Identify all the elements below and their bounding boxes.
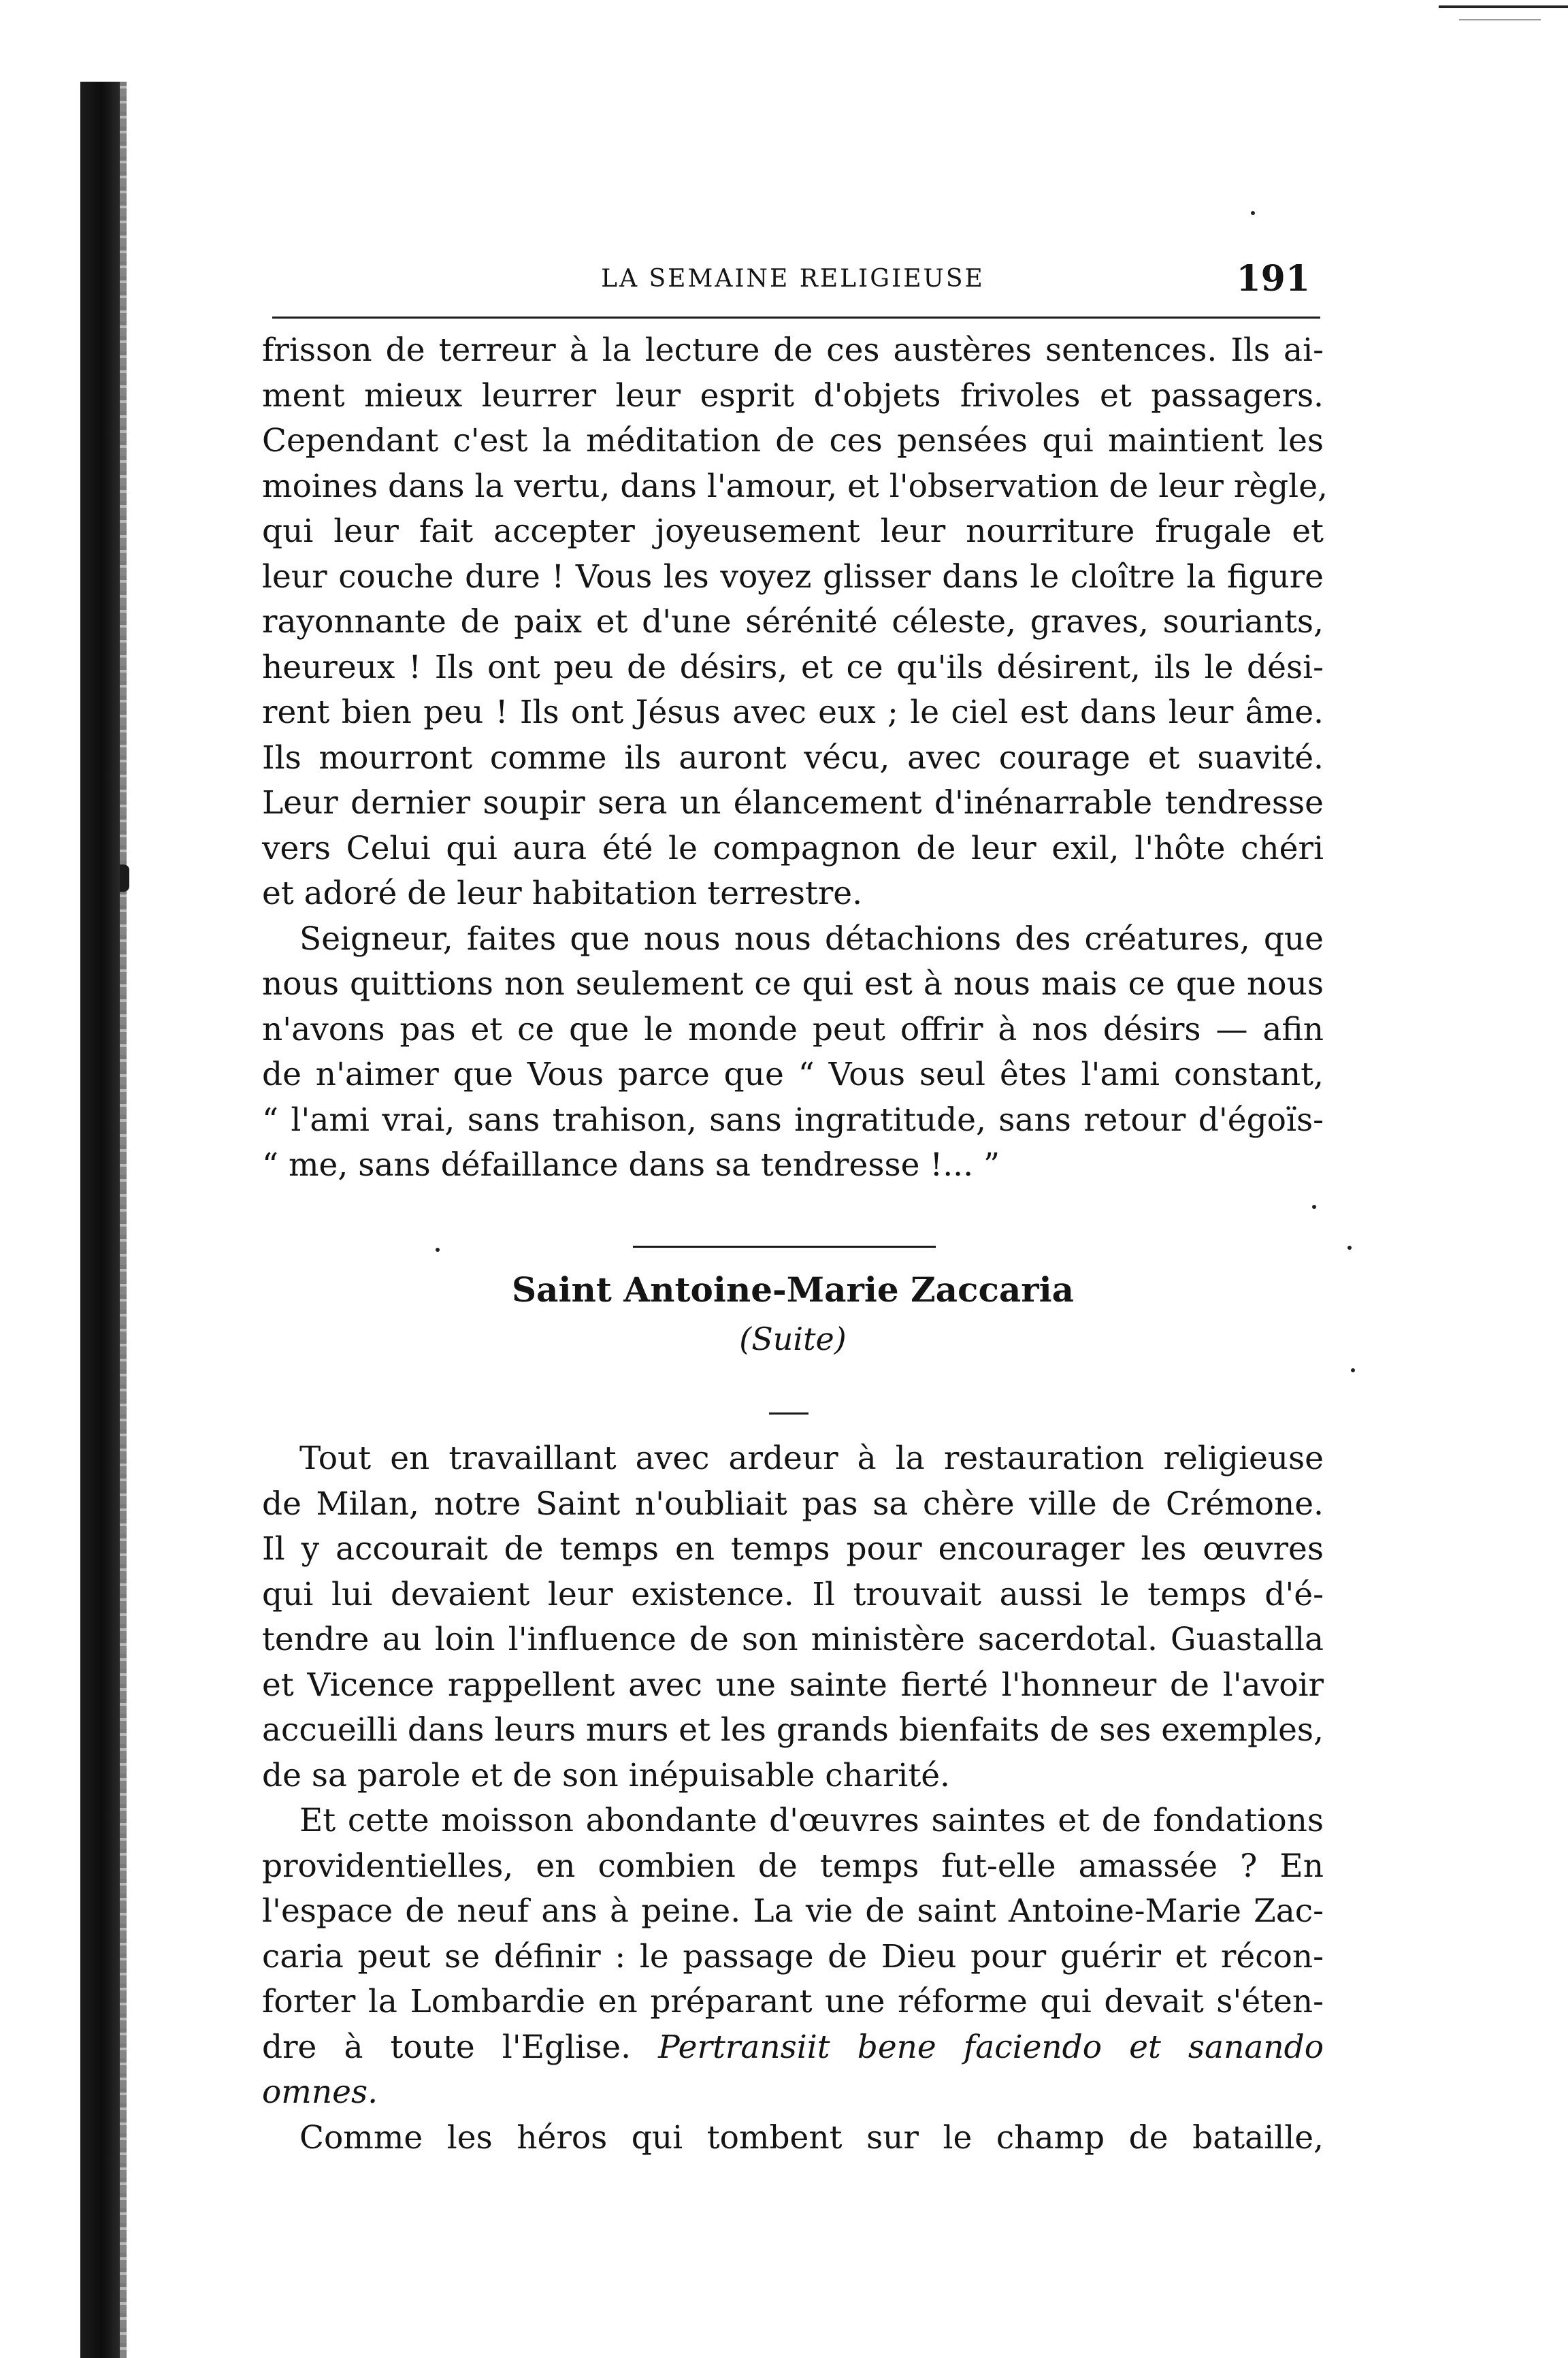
text-line: ment mieux leurrer leur esprit d'objets frivoles et passagers. <box>262 376 1324 415</box>
print-speck <box>1348 1246 1352 1250</box>
page-header <box>262 258 1324 303</box>
text-line: l'espace de neuf ans à peine. La vie de saint Antoine-Marie Zac- <box>262 1892 1324 1930</box>
text-line: n'avons pas et ce que le monde peut offrir à nos désirs — afin <box>262 1010 1324 1048</box>
text-line-with-quote <box>262 2025 1324 2071</box>
text-line: qui lui devaient leur existence. Il trouvait aussi le temps d'é- <box>262 1575 1324 1613</box>
text-line: et adoré de leur habitation terrestre. <box>262 875 863 912</box>
text-line: providentielles, en combien de temps fut-elle amassée ? En <box>262 1847 1324 1885</box>
text-line: rayonnante de paix et d'une sérénité céleste, graves, souriants, <box>262 603 1324 641</box>
text-line: heureux ! Ils ont peu de désirs, et ce qu'ils désirent, ils le dési- <box>262 648 1324 686</box>
text-line: et Vicence rappellent avec une sainte fierté l'honneur de l'avoir <box>262 1666 1324 1704</box>
text-line: “ me, sans défaillance dans sa tendresse !... ” <box>262 1146 1000 1184</box>
text-line: tendre au loin l'influence de son ministère sacerdotal. Guastalla <box>262 1621 1324 1658</box>
print-speck <box>1251 211 1255 215</box>
print-speck <box>436 1248 440 1252</box>
article-body <box>262 1436 1324 2161</box>
binding-notch <box>120 865 129 892</box>
text-line: Il y accourait de temps en temps pour encourager les œuvres <box>262 1530 1324 1568</box>
text-line: nous quittions non seulement ce qui est à nous mais ce que nous <box>262 965 1324 1003</box>
text-line: Leur dernier soupir sera un élancement d'inénarrable tendresse <box>262 784 1324 822</box>
text-line: vers Celui qui aura été le compagnon de leur exil, l'hôte chéri <box>262 829 1324 867</box>
text-line: de n'aimer que Vous parce que “ Vous seul êtes l'ami constant, <box>262 1056 1324 1093</box>
text-line: “ l'ami vrai, sans trahison, sans ingratitude, sans retour d'égoïs- <box>262 1101 1324 1139</box>
text-line <box>262 2070 1324 2116</box>
header-rule <box>272 317 1320 319</box>
running-title: LA SEMAINE RELIGIEUSE <box>601 265 985 293</box>
article-paragraph <box>262 1798 1324 2116</box>
text-line: forter la Lombardie en préparant une réforme qui devait s'éten- <box>262 1983 1324 2020</box>
scan-edge-mark-secondary <box>1459 19 1541 20</box>
text-line: de Milan, notre Saint n'oubliait pas sa chère ville de Crémone. <box>262 1485 1324 1523</box>
book-binding-edge <box>80 82 120 2358</box>
text-fragment: dre à toute l'Eglise. <box>262 2028 632 2066</box>
article-subtitle: (Suite) <box>739 1321 847 1357</box>
text-line: de sa parole et de son inépuisable charité. <box>262 1756 950 1794</box>
print-speck <box>1351 1368 1355 1372</box>
print-speck <box>1312 1205 1316 1209</box>
title-underline <box>769 1412 808 1415</box>
text-line: Ils mourront comme ils auront vécu, avec courage et suavité. <box>262 739 1324 777</box>
prayer-paragraph <box>262 917 1324 1189</box>
text-line: Seigneur, faites que nous nous détachions des créatures, que <box>299 920 1324 958</box>
text-line: qui leur fait accepter joyeusement leur nourriture frugale et <box>262 513 1324 550</box>
text-line: caria peut se définir : le passage de Dieu pour guérir et récon- <box>262 1937 1324 1975</box>
page-number: 191 <box>1236 258 1310 300</box>
text-line: Comme les héros qui tombent sur le champ de bataille, <box>299 2118 1324 2157</box>
article-paragraph <box>262 1436 1324 1798</box>
text-line: moines dans la vertu, dans l'amour, et l'observation de leur règle, <box>262 467 1328 505</box>
continuation-paragraph <box>262 328 1328 917</box>
text-line: accueilli dans leurs murs et les grands bienfaits de ses exemples, <box>262 1711 1324 1749</box>
text-line: rent bien peu ! Ils ont Jésus avec eux ; le ciel est dans leur âme. <box>262 694 1324 731</box>
article-paragraph <box>262 2116 1324 2161</box>
latin-quote: Pertransiit bene faciendo et sanando <box>658 2028 1324 2066</box>
section-divider <box>633 1246 936 1248</box>
scan-edge-mark <box>1439 5 1568 8</box>
text-line: frisson de terreur à la lecture de ces austères sentences. Ils ai- <box>262 332 1324 369</box>
latin-quote-end: omnes. <box>262 2073 378 2111</box>
continuation-text <box>262 328 1328 1189</box>
text-line: Tout en travaillant avec ardeur à la restauration religieuse <box>299 1440 1324 1477</box>
text-line: leur couche dure ! Vous les voyez glisser dans le cloître la figure <box>262 558 1324 596</box>
article-title: Saint Antoine-Marie Zaccaria <box>511 1270 1075 1310</box>
text-line: Et cette moisson abondante d'œuvres saintes et de fondations <box>299 1802 1324 1839</box>
text-line: Cependant c'est la méditation de ces pensées qui maintient les <box>262 422 1324 459</box>
